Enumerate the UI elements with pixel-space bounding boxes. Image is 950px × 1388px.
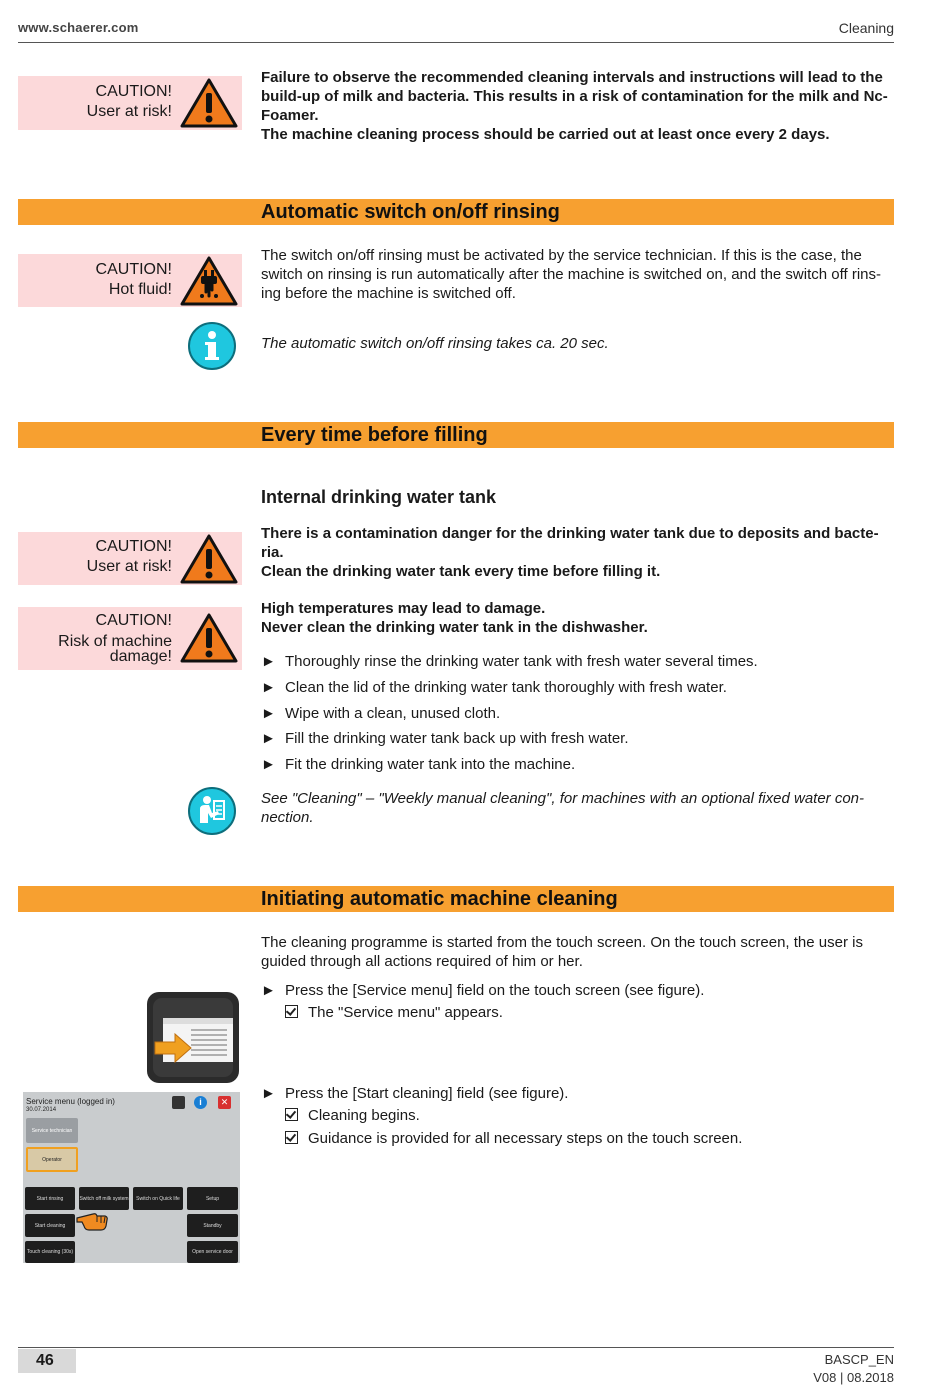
service-menu-icon <box>147 992 239 1083</box>
see-cleaning-note: See "Cleaning" – "Weekly manual cleaning", for machines with an optional fixed water con- nection. <box>261 790 865 826</box>
section-bar-before-filling <box>18 422 894 448</box>
list-item: ► Thoroughly rinse the drinking water tank with fresh water several times. <box>261 653 758 670</box>
warning-triangle-icon <box>180 534 238 584</box>
list-item: ► Clean the lid of the drinking water tank thoroughly with fresh water. <box>261 679 727 696</box>
caution-title: CAUTION! <box>95 538 172 555</box>
warning-triangle-icon <box>180 78 238 128</box>
footer-doc-id: BASCP_EN V08 | 08.2018 <box>813 1352 894 1385</box>
list-item: ► Press the [Start cleaning] field (see figure). <box>261 1085 569 1102</box>
manual-icon <box>188 787 236 835</box>
caution-title: CAUTION! <box>95 612 172 629</box>
page-number: 46 <box>36 1352 54 1369</box>
setup-button[interactable]: Setup <box>187 1187 238 1210</box>
damage-warning: High temperatures may lead to damage. Never clean the drinking water tank in the dishwasher. <box>261 600 648 636</box>
pointing-hand-icon <box>75 1208 109 1232</box>
bullet-arrow-icon: ► <box>261 1085 276 1102</box>
contamination-warning: There is a contamination danger for the drinking water tank due to deposits and bacte- ria. Clean the drinking water tank every time before filling it. <box>261 525 879 580</box>
bullet-arrow-icon: ► <box>261 982 276 999</box>
info-icon: i <box>194 1096 207 1109</box>
bullet-arrow-icon: ► <box>261 756 276 773</box>
section-title: Every time before filling <box>261 424 488 446</box>
bullet-arrow-icon: ► <box>261 679 276 696</box>
open-service-door-button[interactable]: Open service door <box>187 1241 238 1263</box>
checkbox-checked-icon <box>285 1108 298 1121</box>
checkbox-checked-icon <box>285 1005 298 1018</box>
caution-title: CAUTION! <box>95 261 172 278</box>
caution-title: CAUTION! <box>95 83 172 100</box>
list-item: ► Fill the drinking water tank back up with fresh water. <box>261 730 629 747</box>
qr-icon <box>172 1096 185 1109</box>
close-icon: ✕ <box>218 1096 231 1109</box>
touchscreen-date: 30.07.2014 <box>26 1107 57 1113</box>
info-icon <box>188 322 236 370</box>
touch-cleaning-button[interactable]: Touch cleaning (30s) <box>25 1241 75 1263</box>
caution-subtitle: Hot fluid! <box>108 281 172 298</box>
header-divider <box>18 42 894 43</box>
standby-button[interactable]: Standby <box>187 1214 238 1237</box>
service-technician-button[interactable]: Service technician <box>26 1118 78 1143</box>
caution-subtitle: damage! <box>109 648 172 665</box>
section-bar-auto-rinsing <box>18 199 894 225</box>
hot-fluid-icon <box>180 256 238 306</box>
rinsing-duration-note: The automatic switch on/off rinsing takes ca. 20 sec. <box>261 335 609 352</box>
list-item: ► Wipe with a clean, unused cloth. <box>261 705 501 722</box>
subheading-water-tank: Internal drinking water tank <box>261 487 497 507</box>
result-item: Guidance is provided for all necessary steps on the touch screen. <box>285 1129 742 1148</box>
rinsing-description: The switch on/off rinsing must be activated by the service technician. If this is the case, the switch on rinsing is run automatically after the machine is switched on, and the switch off rins- ing before the machine is switched off. <box>261 247 882 302</box>
caution-box-user-risk-2 <box>18 532 242 585</box>
start-rinsing-button[interactable]: Start rinsing <box>25 1187 75 1210</box>
bullet-arrow-icon: ► <box>261 705 276 722</box>
touchscreen-title: Service menu (logged in) <box>26 1097 115 1106</box>
header-section: Cleaning <box>838 20 894 36</box>
bullet-arrow-icon: ► <box>261 730 276 747</box>
checkbox-checked-icon <box>285 1131 298 1144</box>
caution-subtitle: User at risk! <box>86 558 172 575</box>
result-item: Cleaning begins. <box>285 1106 420 1125</box>
bullet-arrow-icon: ► <box>261 653 276 670</box>
caution-box-machine-damage <box>18 607 242 670</box>
caution-subtitle: Risk of machine <box>58 633 172 650</box>
switch-off-milk-button[interactable]: Switch off milk system <box>79 1187 129 1210</box>
switch-on-quick-button[interactable]: Switch on Quick life <box>133 1187 183 1210</box>
start-cleaning-button[interactable]: Start cleaning <box>25 1214 75 1237</box>
caution-box-user-risk <box>18 76 242 130</box>
section-title: Initiating automatic machine cleaning <box>261 888 618 910</box>
list-item: ► Press the [Service menu] field on the touch screen (see figure). <box>261 982 705 999</box>
touchscreen-screenshot <box>23 1092 240 1263</box>
operator-button[interactable]: Operator <box>26 1147 78 1172</box>
section-title: Automatic switch on/off rinsing <box>261 201 560 223</box>
caution-box-hot-fluid <box>18 254 242 307</box>
warning-text-block-1: Failure to observe the recommended cleaning intervals and instructions will lead to the build-up of milk and bacteria. This results in a risk of contamination for the milk and Nc- Foamer. The machine cleaning process should be carried out at least once every 2 days. <box>261 69 888 143</box>
cleaning-intro: The cleaning programme is started from the touch screen. On the touch screen, the user is guided through all actions required of him or her. <box>261 934 863 970</box>
caution-subtitle: User at risk! <box>86 103 172 120</box>
section-bar-auto-cleaning <box>18 886 894 912</box>
list-item: ► Fit the drinking water tank into the machine. <box>261 756 576 773</box>
warning-triangle-icon <box>180 613 238 663</box>
result-item: The "Service menu" appears. <box>285 1003 503 1022</box>
footer-divider <box>18 1347 894 1348</box>
header-url: www.schaerer.com <box>18 20 139 35</box>
